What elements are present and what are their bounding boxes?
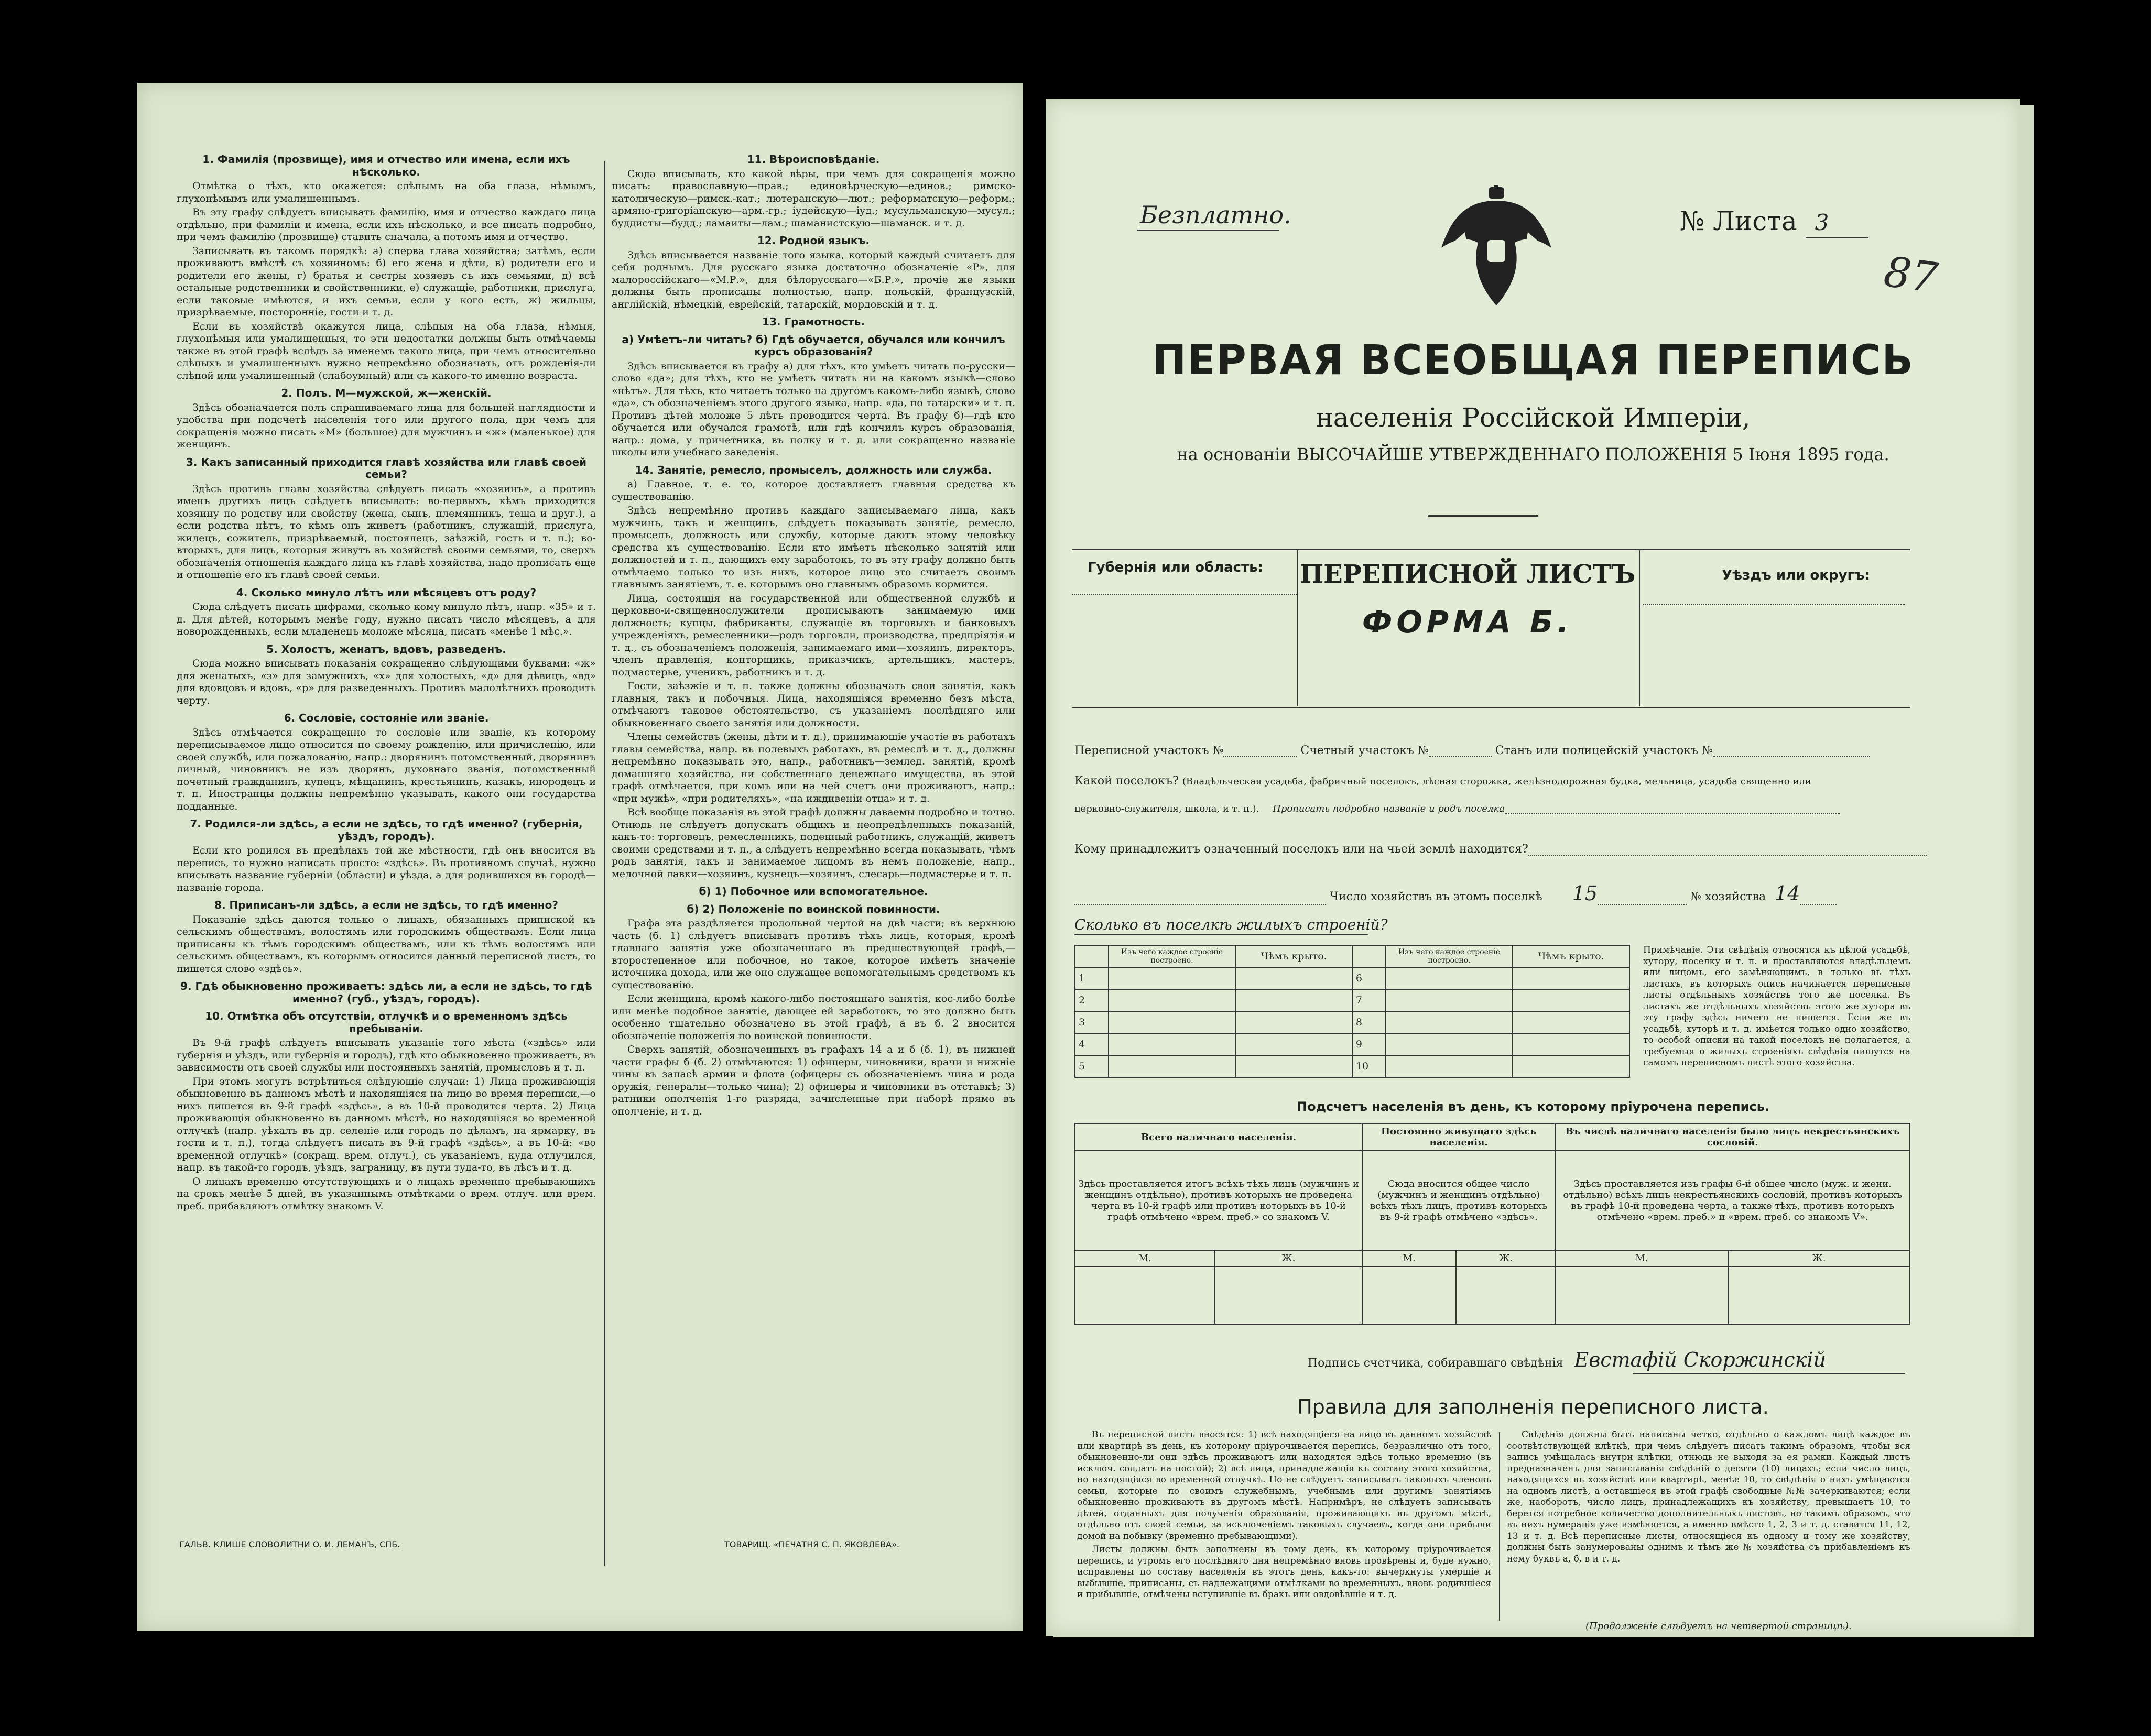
m-label: М. (1362, 1250, 1457, 1266)
paragraph: Лица, состоящія на государственной или общественной службѣ и церковно-и-священнослужители прописываютъ занимаемую ими должность; купцы, фабриканты, служащіе въ торговыхъ и банковыхъ учрежденіяхъ, ремесленники—родъ торговли, производства, предпріятія и т. д., съ обозначеніемъ положенія, занимаемаго ими—хозяинъ, директоръ, членъ правленія, конторщикъ, приказчикъ, артельщикъ, мастеръ, подмастерье, ученикъ, работникъ и т. д. (612, 592, 1015, 678)
police-precinct-label: Станъ или полицейскій участокъ № (1495, 744, 1713, 757)
households-value: 15 (1572, 882, 1598, 905)
table-row (1075, 967, 1629, 989)
paragraph: Сюда слѣдуетъ писать цифрами, сколько кому минуло лѣтъ, напр. «35» и т. д. Для дѣтей, которымъ менѣе году, нужно писать число мѣсяцевъ, а для новорожденныхъ, если младенецъ моложе мѣсяца, писать «менѣе 1 мѣс.». (177, 601, 596, 637)
table-row (1075, 989, 1629, 1011)
total-population-text: Здѣсь проставляется итогъ всѣхъ тѣхъ лицъ (мужчинъ и женщинъ отдѣльно), противъ которыхъ не проведена черта въ 10-й графѣ или противъ которыхъ въ 10-й графѣ отмѣчено «врем. преб.» со знакомъ V. (1075, 1151, 1362, 1250)
uezd-field (1643, 604, 1905, 605)
row-number: 6 (1352, 967, 1386, 989)
paragraph: Сверхъ занятій, обозначенныхъ въ графахъ 14 а и б (б. 1), въ нижней части графы б (б. 2) отмѣчаются: 1) офицеры, чиновники, врачи и нижніе чины въ запасѣ армии и флота (офицеры съ обозначеніемъ чина и рода оружія, генералы—только чина); 2) офицеры и чиновники въ отставкѣ; 3) ратники ополченія 1-го разряда, зачисленные при наборѣ прямо въ ополченіе, и т. д. (612, 1044, 1015, 1117)
paragraph: Здѣсь непремѣнно противъ каждаго записываемаго лица, какъ мужчинъ, такъ и женщинъ, слѣдуетъ показывать занятіе, ремесло, промыселъ, должность или службу, которые даютъ этому человѣку средства къ существованію. Если кто имѣетъ нѣсколько занятій или должностей и т. п., дающихъ ему заработокъ, то въ эту графу должно быть отмѣчаемо только то изъ нихъ, которое лицо это считаетъ своимъ главнымъ занятіемъ, т. е. которымъ оно главнымъ образомъ кормится. (612, 505, 1015, 590)
buildings-note: Примѣчаніе. Эти свѣдѣнія относятся къ цѣлой усадьбѣ, хутору, поселку и т. п. и проставляются владѣльцемъ или лицомъ, его замѣняющимъ, в только въ тѣхъ листахъ, въ которыхъ опись начинается переписные листы отдѣльныхъ хозяйствъ того же поселка. Въ листахъ же отдѣльныхъ хозяйствъ этого же хутора въ эту графу здѣсь ничего не пишется. Если же въ усадьбѣ, хуторѣ и т. д. имѣется только одно хозяйство, то особой описки на такой поселокъ не полагается, а требуемыя о жилыхъ строеніяхъ свѣдѣнія пишутся на самомъ переписномъ листѣ этого хозяйства. (1643, 945, 1910, 1068)
material-header-left: Изъ чего каждое строеніе построено. (1109, 945, 1236, 967)
precinct-label: Переписной участокъ № (1074, 744, 1224, 757)
sheet-number-value: 3 (1815, 210, 1829, 235)
row-number: 2 (1075, 989, 1109, 1011)
rules-left-p2: Листы должны быть заполнены въ тому день, къ которому пріурочивается перепись, и утромъ его послѣдняго дня непремѣнно вновь провѣрены и, буде нужно, исправлены по составу населенія въ этотъ день, какъ-то: вычеркнуты умершіе и выбывшіе, приписаны, съ надлежащими отмѣтками во временныхъ, вновь родившіеся и прибывшіе, отмѣчены вступившіе въ бракъ или овдовѣвшіе и т. д. (1077, 1544, 1491, 1600)
material-header-right: Изъ чего каждое строеніе построено. (1386, 945, 1513, 967)
zh-label: Ж. (1728, 1250, 1910, 1266)
section-heading: 11. Вѣроисповѣданіе. (747, 153, 880, 166)
total-population-header: Всего наличнаго населенія. (1075, 1123, 1362, 1151)
population-count-table (1074, 1123, 1910, 1325)
instructions-column-2 (612, 148, 1015, 1574)
household-number-value: 14 (1775, 882, 1800, 905)
paragraph: Если въ хозяйствѣ окажутся лица, слѣпыя на оба глаза, нѣмыя, глухонѣмыя или умалишенныя, то эти недостатки должны быть отмѣчаемы также въ этой графѣ вслѣдъ за именемъ такого лица, при чемъ относительно слѣпыхъ и умалишенныхъ нужно непремѣнно обозначать, отъ рожденія-ли слѣпой или умалишенный (слабоумный) или съ какого-то именно возраста. (177, 320, 596, 381)
gubernia-label: Губернія или область: (1088, 560, 1263, 575)
paragraph: Въ 9-й графѣ слѣдуетъ вписывать указаніе того мѣста («здѣсь» или губернія и уѣздъ, или губернія и городъ), гдѣ кто обыкновенно проживаетъ, въ зависимости отъ своей службы или постоянныхъ занятій, промысловъ и т. п. (177, 1037, 596, 1073)
section-heading: 7. Родился-ли здѣсь, а если не здѣсь, то гдѣ именно? (губернія, уѣздъ, городъ). (190, 817, 583, 843)
section-heading: 8. Приписанъ-ли здѣсь, а если не здѣсь, то гдѣ именно? (214, 899, 558, 911)
gubernia-field (1072, 594, 1297, 595)
paragraph: Сюда вписывать, кто какой вѣры, при чемъ для сокращенія можно писать: православную—прав.; единовѣрческую—единов.; римско-католическую—римск.-кат.; лютеранскую—лют.; реформатскую—реформ.; армяно-григоріанскую—арм.-гр.; іудейскую—іуд.; мусульманскую—мусул.; буддисты—будд.; ламаиты—лам.; шаманистскую—шаманск. и т. д. (612, 168, 1015, 229)
form-line-4 (1074, 843, 1927, 856)
section-heading: 3. Какъ записанный приходится главѣ хозяйства или главѣ своей семьи? (186, 455, 587, 481)
handwritten-number: 87 (1881, 247, 1941, 303)
left-page (137, 83, 1023, 1631)
paragraph: Если кто родился въ предѣлахъ той же мѣстности, гдѣ онъ вносится въ перепись, то нужно написать просто: «здѣсь». Въ противномъ случаѣ, нужно вписывать название губерніи (области) и уѣзда, а для родившихся въ городѣ—названіе города. (177, 845, 596, 893)
table-row (1075, 1033, 1629, 1055)
paragraph: Здѣсь обозначается полъ спрашиваемаго лица для большей наглядности и удобства при подсчетѣ населенія того или другого пола, при чемъ для сокращенія можно писать «М» (большое) для мужчинъ и «ж» (маленькое) для женщинъ. (177, 401, 596, 450)
paragraph: Отмѣтка о тѣхъ, кто окажется: слѣпымъ на оба глаза, нѣмымъ, глухонѣмымъ или умалишеннымъ. (177, 180, 596, 204)
rules-right: Свѣдѣнія должны быть написаны четко, отдѣльно о каждомъ лицѣ каждое въ соотвѣтствующей клѣткѣ, при чемъ слѣдуетъ писать такимъ образомъ, чтобы вся запись умѣщалась внутри клѣтки, отнюдь не выходя за ея рамки. Каждый листъ предназначенъ для записыванія свѣдѣній о десяти (10) лицахъ; если число лицъ, находящихся въ хозяйствѣ или квартирѣ, менѣе 10, то свѣдѣнія о нихъ умѣщаются на одномъ листѣ, а оставшіеся въ этой графѣ свободные №№ зачеркиваются; если же, наоборотъ, число лицъ, принадлежащихъ къ хозяйству, превышаетъ 10, то берется потребное количество дополнительныхъ листовъ, но такимъ образомъ, что въ нихъ нумерація уже измѣняется, а именно вмѣсто 1, 2, 3 и т. д. ставится 11, 12, 13 и т. д. Всѣ переписные листы, относящіеся къ одному и тому же хозяйству, должны быть занумерованы однимъ и тѣмъ же № хозяйства съ прибавленіемъ къ нему буквъ а, б, в и т. д. (1507, 1429, 1910, 1564)
census-title: ПЕРВАЯ ВСЕОБЩАЯ ПЕРЕПИСЬ (1152, 337, 1914, 384)
paragraph: Сюда можно вписывать показанія сокращенно слѣдующими буквами: «ж» для женатыхъ, «з» для замужнихъ, «х» для холостыхъ, «д» для дѣвицъ, «вд» для вдовцовъ и вдовъ, «р» для разведенныхъ. Противъ малолѣтнихъ проводить черту. (177, 658, 596, 706)
paragraph: Въ эту графу слѣдуетъ вписывать фамилію, имя и отчество каждаго лица отдѣльно, при фамиліи и имена, если ихъ нѣсколько, и все писать подробно, при чемъ фамилію (прозвище) ставить сначала, а потомъ имя и отчество. (177, 206, 596, 243)
non-peasant-header: Въ числѣ наличнаго населенія было лицъ некрестьянскихъ сословій. (1555, 1123, 1910, 1151)
form-line-1 (1074, 744, 1870, 757)
buildings-label: Сколько въ поселкѣ жилыхъ строеній? (1074, 916, 1388, 933)
permanent-population-text: Сюда вносится общее число (мужчинъ и женщинъ отдѣльно) всѣхъ тѣхъ лицъ, противъ которыхъ въ 9-й графѣ отмѣчено «здѣсь». (1362, 1151, 1556, 1250)
paragraph: Всѣ вообще показанія въ этой графѣ должны даваемы подробно и точно. Отнюдь не слѣдуетъ допускать общихъ и неопредѣленныхъ показаній, какъ-то: торговецъ, ремесленникъ, поденный работникъ, служащій, живетъ своими средствами и т. п., а слѣдуетъ непремѣнно всегда показывать, чѣмъ родъ занятія, такъ и занимаемое лицомъ въ немъ положеніе, напр., мелочной лавки—хозяинъ, кузнецъ—хозяинъ, слесарь—подмастерье и т. п. (612, 806, 1015, 880)
signature-line (1308, 1348, 1826, 1371)
continued-note: (Продолженіе слѣдуетъ на четвертой страницѣ). (1585, 1621, 1852, 1632)
paragraph: Здѣсь противъ главы хозяйства слѣдуетъ писать «хозяинъ», а противъ именъ другихъ лицъ слѣдуетъ вписывать: во-первыхъ, кѣмъ приходится хозяину по родству или свойству (жена, сынъ, племянникъ, теща и друг.), а если родства нѣтъ, то кѣмъ онъ живетъ (работникъ, служащій, прислуга, жилецъ, сожитель, призрѣваемый, постоялецъ, заѣзжій, гость и т. п.); во-вторыхъ, для лицъ, которыя живутъ въ хозяйствѣ своими семьями, то, сверхъ обозначенія отношенія каждаго лица къ главѣ хозяйства, надо прописать еще и отношеніе его къ главѣ своей семьи. (177, 483, 596, 581)
section-heading: 2. Полъ. М—мужской, ж—женскій. (281, 387, 492, 399)
uezd-label: Уѣздъ или округъ: (1722, 567, 1870, 583)
roof-header-right: Чѣмъ крыто. (1513, 945, 1629, 967)
population-header-row (1075, 1123, 1910, 1151)
section-heading: 5. Холостъ, женатъ, вдовъ, разведенъ. (266, 642, 506, 656)
paragraph: Здѣсь отмѣчается сокращенно то сословіе или званіе, къ которому переписываемое лицо относится по своему рожденію, или причисленію, или своей службѣ, или пожалованію, напр.: дворянинъ потомственный, дворянинъ личный, чиновникъ не изъ дворянъ, духовнаго званія, потомственный почетный гражданинъ, купецъ, мѣщанинъ, крестьянинъ, казакъ, инородецъ и т. п. Иностранцы должны непремѣнно указывать, какого они государства подданные. (177, 726, 596, 812)
paragraph: Гости, заѣзжіе и т. п. также должны обозначать свои занятія, какъ главныя, такъ и побочныя. Лица, находящіяся временно безъ мѣста, отмѣчаютъ таковое обстоятельство, съ указаніемъ послѣдняго или обыкновеннаго своего занятія или должности. (612, 680, 1015, 729)
rules-left (1077, 1429, 1491, 1601)
section-heading: 10. Отмѣтка объ отсутствіи, отлучкѣ и о временномъ здѣсь пребываніи. (205, 1010, 568, 1035)
printer-right: ТОВАРИЩ. «ПЕЧАТНЯ С. П. ЯКОВЛЕВА». (724, 1540, 899, 1549)
roof-header-left: Чѣмъ крыто. (1235, 945, 1352, 967)
imperial-eagle-emblem (1436, 185, 1557, 311)
non-peasant-text: Здѣсь проставляется изъ графы 6-й общее число (муж. и жени. отдѣльно) всѣхъ лицъ некрестьянскихъ сословій, противъ которыхъ въ графѣ 10-й проведена черта, а также тѣхъ, противъ которыхъ отмѣчено «врем. преб.» и «врем. преб. со знакомъ V». (1555, 1151, 1910, 1250)
paragraph: Графа эта раздѣляется продольной чертой на двѣ части; въ верхнюю часть (б. 1) слѣдуетъ вписывать противъ тѣхъ лицъ, которыя, кромѣ главнаго занятія уже обозначеннаго въ предшествующей графѣ,—второстепенное или побочное, но такое, которое имѣетъ значеніе источника дохода, или же оно служащее вспомогательнымъ средствомъ къ существованію. (612, 918, 1015, 991)
settlement-note-2: церковно-служителя, школа, и т. п.). (1074, 803, 1259, 814)
zh-label: Ж. (1456, 1250, 1555, 1266)
buildings-table (1074, 945, 1630, 1078)
population-count-title: Подсчетъ населенія въ день, къ которому пріурочена перепись. (1297, 1099, 1769, 1114)
row-number: 7 (1352, 989, 1386, 1011)
section-heading: 9. Гдѣ обыкновенно проживаетъ: здѣсь ли, а если не здѣсь, то гдѣ именно? (губ., уѣздъ, городъ). (180, 980, 592, 1005)
population-mf-row (1075, 1250, 1910, 1266)
title-rule (1428, 515, 1538, 517)
form-line-2 (1074, 774, 1811, 788)
row-number: 5 (1075, 1055, 1109, 1077)
table-row (1075, 1011, 1629, 1033)
rules-title: Правила для заполненія переписного листа. (1297, 1395, 1769, 1418)
section-heading: 13. Грамотность. (762, 315, 865, 328)
settlement-label: Какой поселокъ? (1074, 774, 1179, 788)
households-label: Число хозяйствъ въ этомъ поселкѣ (1330, 890, 1542, 903)
printer-left: ГАЛЬВ. КЛИШЕ СЛОВОЛИТНИ О. И. ЛЕМАНЪ, СПБ. (179, 1540, 400, 1549)
form-line-5 (1074, 882, 1837, 905)
buildings-underline (1074, 934, 1368, 935)
settlement-note: (Владѣльческая усадьба, фабричный поселокъ, лѣсная сторожка, желѣзнодорожная будка, мельница, усадьба священно или (1182, 776, 1811, 787)
column-divider (604, 161, 605, 1566)
m-label: М. (1075, 1250, 1215, 1266)
section-heading: 14. Занятіе, ремесло, промыселъ, должность или служба. (635, 463, 992, 476)
row-number: 3 (1075, 1011, 1109, 1033)
section-heading: 6. Сословіе, состояніе или званіе. (284, 712, 489, 724)
permanent-population-header: Постоянно живущаго здѣсь населенія. (1362, 1123, 1556, 1151)
paragraph: а) Главное, т. е. то, которое доставляетъ главныя средства къ существованію. (612, 478, 1015, 503)
paragraph: Показаніе здѣсь даются только о лицахъ, обязанныхъ припиской къ сельскимъ обществамъ, волостямъ или городскимъ обществамъ. Если лица приписаны къ тѣмъ городскимъ обществамъ, или къ тѣмъ волостямъ или сельскимъ обществамъ, къ которымъ относится данный переписной листъ, то пишется слово «здѣсь». (177, 913, 596, 975)
owner-label: Кому принадлежитъ означенный поселокъ или на чьей землѣ находится? (1074, 843, 1528, 856)
section-heading: б) 2) Положеніе по воинской повинности. (687, 902, 940, 915)
signature-label: Подпись счетчика, собиравшаго свѣдѣнія (1308, 1357, 1563, 1370)
m-label: М. (1555, 1250, 1728, 1266)
row-number: 4 (1075, 1033, 1109, 1055)
signature-underline (1633, 1373, 1905, 1374)
right-page (1046, 99, 2020, 1636)
paragraph: При этомъ могутъ встрѣтиться слѣдующіе случаи: 1) Лица проживающія обыкновенно въ данномъ мѣстѣ и находящіяся на лицо во время переписи,—о нихъ пишется въ 9-й графѣ «здѣсь», а въ 10-й проводится черта. 2) Лица проживающія обыкновенно въ данномъ мѣстѣ, но находящіяся во временной отлучкѣ (напр. уѣхалъ въ др. селеніе или городъ по дѣламъ, на ярмарку, въ гости и т. п.), тогда слѣдуетъ писать въ 9-й графѣ «здѣсь», а въ 10-й: «во временной отлучкѣ» (сокращ. врем. отлуч.), съ указаніемъ, куда отлучился, напр. въ такой-то городъ, уѣздъ, заграницу, въ пути туда-то, въ лѣсъ и т. д. (177, 1075, 596, 1173)
household-number-label: № хозяйства (1690, 890, 1766, 903)
row-number: 1 (1075, 967, 1109, 989)
section-heading: б) 1) Побочное или вспомогательное. (699, 885, 928, 898)
rules-left-p1: Въ переписной листъ вносятся: 1) всѣ находящіеся на лицо въ данномъ хозяйствѣ или квартирѣ въ день, къ которому пріурочивается перепись, безразлично отъ того, обыкновенно-ли они здѣсь проживаютъ или находятся здѣсь только временно (въ исключ. солдатъ на постой); 2) всѣ лица, принадлежащія къ составу этого хозяйства, но находящіяся во временной отлучкѣ. Но не слѣдуетъ записывать таковыхъ членовъ семьи, которые по своимъ служебнымъ, учебнымъ или другимъ занятіямъ обыкновенно проживаютъ въ другомъ мѣстѣ. Напримѣръ, не слѣдуетъ записывать дѣтей, отданныхъ для полученія образованія, проживающихъ въ другомъ мѣстѣ, отдѣльно отъ своей семьи, за исключеніемъ таковыхъ случаевъ, когда они прибыли домой на побывку (временно пребывающими). (1077, 1429, 1491, 1542)
section-heading: а) Умѣетъ-ли читать? б) Гдѣ обучается, обучался или кончилъ курсъ образованія? (622, 333, 1005, 358)
zh-label: Ж. (1215, 1250, 1362, 1266)
paragraph: Если женщина, кромѣ какого-либо постояннаго занятія, кос-либо болѣе или менѣе подобное занятіе, дающее ей заработокъ, то это должно быть особенно тщательно обозначено въ этой графѣ, а въ б. 2 вносится обозначеніе положенія по воинской повинности. (612, 993, 1015, 1042)
free-underline (1137, 230, 1279, 231)
section-heading: 1. Фамилія (прозвище), имя и отчество или имена, если ихъ нѣсколько. (202, 153, 570, 178)
paragraph: Члены семействъ (жены, дѣти и т. д.), принимающіе участіе въ работахъ главы семейства, напр. въ полевыхъ работахъ, въ ремеслѣ и т. д., должны непремѣнно показывать это, напр., работникъ—землед. занятій, кромѣ домашняго хозяйства, ни собственнаго денежнаго имущества, въ этой графѣ отмѣчается, при комъ или на чей счетъ они проживаютъ, напр.: «при мужѣ», «при родителяхъ», «на иждивеніи отца» и т. д. (612, 731, 1015, 804)
population-value-row (1075, 1266, 1910, 1324)
basis-line: на основаніи ВЫСОЧАЙШЕ УТВЕРЖДЕННАГО ПОЛОЖЕНІЯ 5 Іюня 1895 года. (1177, 444, 1889, 464)
free-label: Безплатно. (1140, 201, 1291, 229)
rules-divider (1499, 1432, 1500, 1621)
enumerator-signature: Евстафій Скоржинскій (1574, 1348, 1827, 1371)
table-row (1075, 1055, 1629, 1077)
sheet-number-label (1680, 206, 1829, 236)
paragraph: Здѣсь вписывается въ графу а) для тѣхъ, кто умѣетъ читать по-русски—слово «да»; для тѣхъ, кто не умѣетъ читать ни на какомъ языкѣ—слово «нѣтъ». Для тѣхъ, кто читаетъ только на другомъ какомъ-либо языкѣ, слово «да», съ обозначеніемъ этого другого языка, напр. «да, по татарски» и т. п. Противъ дѣтей моложе 5 лѣтъ проводится черта. Въ графу б)—гдѣ кто обучается или обучался грамотѣ, или гдѣ кончилъ курсъ образованія, напр.: дома, у причетника, въ полку и т. д. или сокращенно названіе школы или учебнаго заведенія. (612, 360, 1015, 458)
form-title: ПЕРЕПИСНОЙ ЛИСТЪ (1299, 560, 1636, 589)
buildings-header-row (1075, 945, 1629, 967)
section-heading: 4. Сколько минуло лѣтъ или мѣсяцевъ отъ роду? (236, 586, 537, 599)
count-precinct-label: Счетный участокъ № (1300, 744, 1429, 757)
row-number: 10 (1352, 1055, 1386, 1077)
row-number: 9 (1352, 1033, 1386, 1055)
row-number: 8 (1352, 1011, 1386, 1033)
sheet-number-underline (1806, 237, 1868, 238)
settlement-instruction: Прописать подробно названіе и родъ поселка (1273, 803, 1505, 814)
section-heading: 12. Родной языкъ. (757, 234, 870, 247)
form-line-3 (1074, 803, 1840, 814)
population-text-row (1075, 1151, 1910, 1250)
census-subtitle: населенія Россійской Имперіи, (1316, 402, 1751, 433)
paragraph: Здѣсь вписывается названіе того языка, который каждый считаетъ для себя роднымъ. Для русскаго языка достаточно обозначеніе «Р», для малороссійскаго—«М.Р.», для бѣлорусскаго—«Б.Р.», прочіе же языки должны быть прописаны полностью, напр. польскій, французскій, англійскій, нѣмецкій, еврейскій, татарскій, мордовскій и т. д. (612, 249, 1015, 310)
sheet-number-text: № Листа (1680, 206, 1797, 236)
instructions-column-1 (177, 148, 596, 1574)
paragraph: О лицахъ временно отсутствующихъ и о лицахъ временно пребывающихъ на срокъ менѣе 5 дней, въ указаннымъ отмѣтками о врем. отлуч. или врем. преб. прибавляютъ отмѣтку знакомъ V. (177, 1175, 596, 1212)
form-subtitle: ФОРМА Б. (1362, 604, 1573, 640)
paragraph: Записывать въ такомъ порядкѣ: а) сперва глава хозяйства; затѣмъ, если проживаютъ вмѣстѣ съ хозяиномъ: б) его жена и дѣти, в) родители его и родители его жены, г) братья и сестры хозяевъ съ ихъ семьями, д) всѣ остальные родственники и свойственники, е) служащіе, работники, прислуга, если таковые имѣются, и ихъ семьи, если у кого есть, ж) жильцы, призрѣваемые, посторонніе, гости и т. д. (177, 245, 596, 318)
